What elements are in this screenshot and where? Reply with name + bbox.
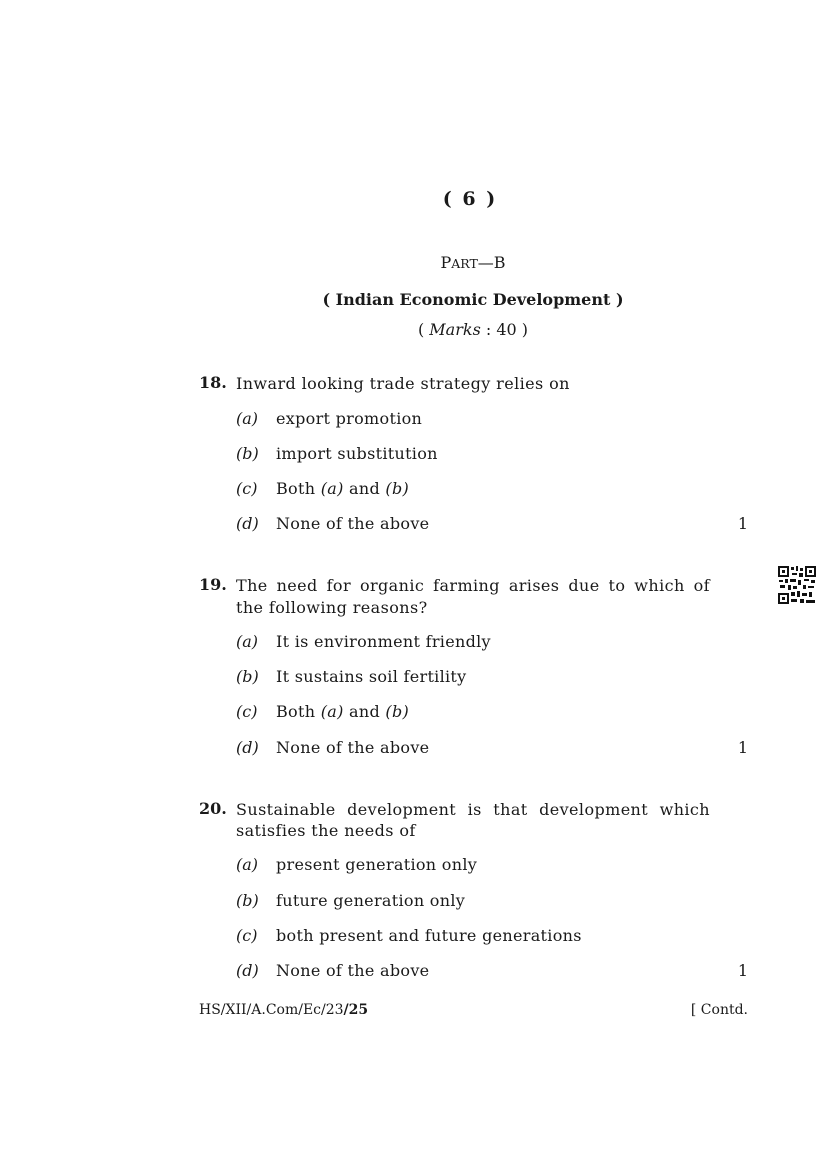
- page-number: ( 6 ): [442, 188, 498, 210]
- q19-option-a-text: It is environment friendly: [276, 632, 491, 651]
- q19-option-c-ref-a: (a): [320, 702, 344, 721]
- section-title: ( Indian Economic Development ): [322, 290, 624, 309]
- question-18-number: 18.: [199, 373, 227, 392]
- q18-option-c-pre: Both: [276, 479, 321, 498]
- q18-option-a-text: export promotion: [276, 409, 423, 428]
- q20-option-d-label: (d): [236, 961, 259, 980]
- q20-option-b-label: (b): [236, 891, 259, 910]
- q18-mark: 1: [737, 514, 748, 533]
- part-suffix: —B: [477, 253, 506, 272]
- q18-option-c-ref-a: (a): [320, 479, 344, 498]
- q18-option-b-label: (b): [236, 444, 259, 463]
- q18-option-c-ref-b: (b): [385, 479, 410, 498]
- marks-open: (: [417, 320, 430, 339]
- q18-option-a-label: (a): [236, 409, 259, 428]
- q19-option-a-label: (a): [236, 632, 259, 651]
- q20-option-a-text: present generation only: [276, 855, 478, 874]
- part-heading: [0, 253, 828, 272]
- q18-option-c-text: [276, 479, 409, 498]
- paper-code: [199, 1002, 368, 1018]
- paper-code-bold: /25: [343, 1002, 369, 1018]
- q18-option-b-text: import substitution: [276, 444, 438, 463]
- marks-word: Marks: [429, 320, 481, 339]
- qr-code: [777, 565, 817, 605]
- q18-option-d-text: None of the above: [276, 514, 430, 533]
- question-20-text-line2: satisfies the needs of: [236, 821, 416, 840]
- q19-option-c-label: (c): [236, 702, 258, 721]
- q19-option-d-label: (d): [236, 738, 259, 757]
- question-20-number: 20.: [199, 799, 227, 818]
- q20-option-c-label: (c): [236, 926, 258, 945]
- q18-option-c-mid: and: [343, 479, 386, 498]
- q19-mark: 1: [737, 738, 748, 757]
- q20-option-a-label: (a): [236, 855, 259, 874]
- part-smallcaps: ART: [451, 256, 478, 271]
- q19-option-d-text: None of the above: [276, 738, 430, 757]
- part-prefix: P: [440, 253, 452, 272]
- marks-value: : 40 ): [480, 320, 529, 339]
- marks-line: [0, 320, 828, 339]
- q18-option-c-label: (c): [236, 479, 258, 498]
- q19-option-c-ref-b: (b): [385, 702, 410, 721]
- q19-option-b-label: (b): [236, 667, 259, 686]
- q20-option-b-text: future generation only: [276, 891, 466, 910]
- q19-option-b-text: It sustains soil fertility: [276, 667, 467, 686]
- paper-code-main: HS/XII/A.Com/Ec/23: [199, 1002, 344, 1018]
- q19-option-c-mid: and: [343, 702, 386, 721]
- question-18-text: Inward looking trade strategy relies on: [236, 374, 570, 393]
- q20-option-d-text: None of the above: [276, 961, 430, 980]
- question-19-number: 19.: [199, 575, 227, 594]
- q19-option-c-text: [276, 702, 409, 721]
- q20-option-c-text: both present and future generations: [276, 926, 582, 945]
- q20-mark: 1: [737, 961, 748, 980]
- q18-option-d-label: (d): [236, 514, 259, 533]
- question-20-text-line1: Sustainable development is that development which: [236, 800, 710, 819]
- q19-option-c-pre: Both: [276, 702, 321, 721]
- question-19-text-line2: the following reasons?: [236, 598, 428, 617]
- continued-marker: [ Contd.: [690, 1002, 748, 1018]
- question-19-text-line1: The need for organic farming arises due to which of: [236, 576, 710, 595]
